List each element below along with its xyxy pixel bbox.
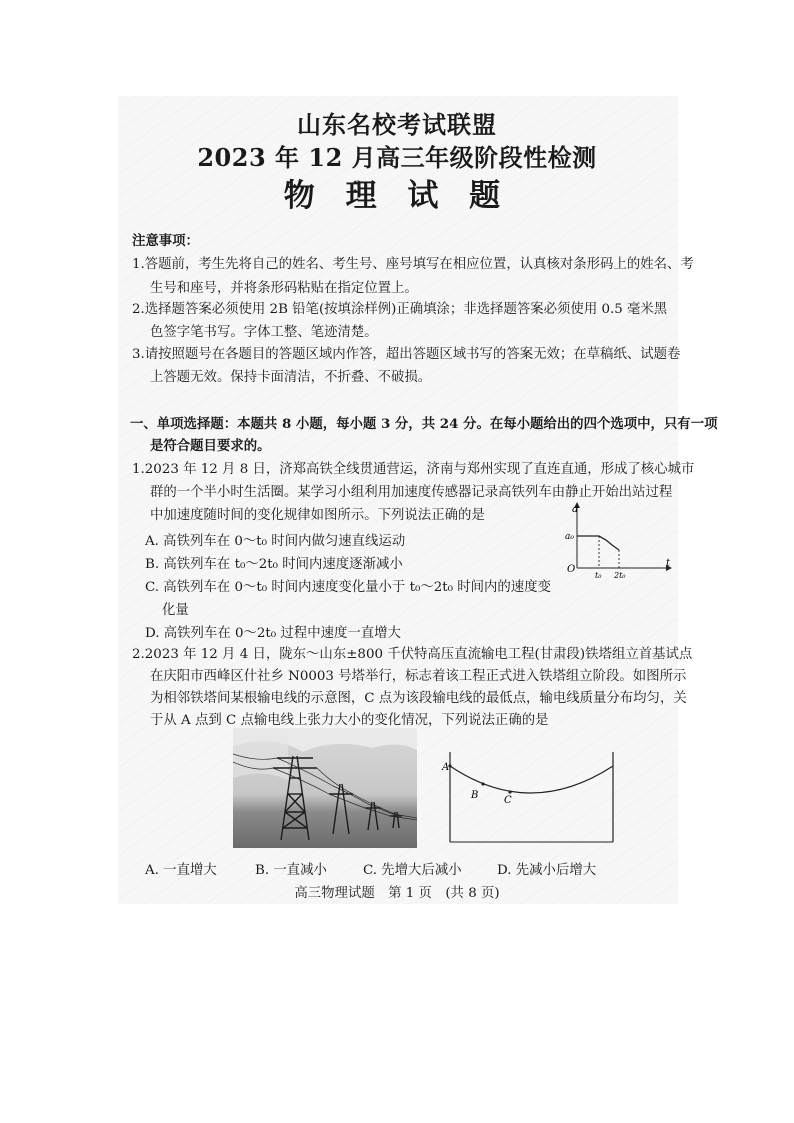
x-axis-label: t [666, 558, 671, 569]
q2-stem-line: 为相邻铁塔间某根输电线的示意图，C 点为该段输电线的最低点，输电线质量分布均匀，关 [150, 691, 687, 706]
point-c-label: C [504, 795, 512, 806]
q2-stem-line: 于从 A 点到 C 点输电线上张力大小的变化情况，下列说法正确的是 [150, 713, 549, 728]
org-title: 山东名校考试联盟 [297, 110, 497, 139]
notice-line: 生号和座号，并将条形码粘贴在指定位置上。 [150, 281, 418, 296]
q1-option-b: B. 高铁列车在 t₀～2t₀ 时间内速度逐渐减小 [145, 557, 403, 572]
power-cable-curve [450, 766, 613, 793]
point-c-dot [508, 790, 511, 793]
point-a-label: A [442, 762, 450, 773]
2t0-label: 2t₀ [614, 571, 626, 580]
section-heading: 一、单项选择题：本题共 8 小题，每小题 3 分，共 24 分。在每小题给出的四个选项中，只有一项 [130, 416, 718, 432]
q2-power-line-diagram [438, 740, 618, 850]
point-b-label: B [471, 790, 479, 801]
q2-stem-line: 在庆阳市西峰区什社乡 N0003 号塔举行，标志着该工程正式进入铁塔组立阶段。如图所示 [150, 669, 687, 684]
q1-stem-line: 1.2023 年 12 月 8 日，济郑高铁全线贯通营运，济南与郑州实现了直连直通，形成了核心城市 [132, 462, 695, 477]
page-footer: 高三物理试题 第 1 页 (共 8 页) [294, 886, 500, 901]
notice-line: 3.请按照题号在各题目的答题区域内作答，超出答题区域书写的答案无效；在草稿纸、试题卷 [132, 347, 681, 362]
origin-label: O [567, 564, 576, 575]
q2-option-b: B. 一直减小 [255, 863, 327, 878]
y-axis-label: a [572, 504, 578, 515]
q1-stem-line: 中加速度随时间的变化规律如图所示。下列说法正确的是 [150, 508, 485, 523]
t0-label: t₀ [595, 571, 602, 580]
section-heading-cont: 是符合题目要求的。 [150, 438, 271, 454]
subject-title: 物 理 试 题 [283, 178, 511, 214]
q1-option-c: C. 高铁列车在 0～t₀ 时间内速度变化量小于 t₀～2t₀ 时间内的速度变 [145, 580, 551, 595]
q1-acceleration-graph [562, 500, 672, 580]
a0-label: a₀ [565, 532, 574, 542]
notice-title: 注意事项： [132, 233, 199, 249]
q1-stem-line: 群的一个半小时生活圈。某学习小组利用加速度传感器记录高铁列车由静止开始出站过程 [150, 485, 673, 500]
power-tower-photo [233, 728, 417, 848]
q1-option-c-cont: 化量 [162, 603, 189, 618]
q2-stem-line: 2.2023 年 12 月 4 日，陇东～山东±800 千伏特高压直流输电工程(甘肃段)铁塔组立首基试点 [132, 647, 693, 662]
notice-line: 2.选择题答案必须使用 2B 铅笔(按填涂样例)正确填涂；非选择题答案必须使用 0.5 毫米黑 [132, 302, 668, 317]
notice-line: 色签字笔书写。字体工整、笔迹清楚。 [150, 325, 378, 340]
q2-option-a: A. 一直增大 [145, 863, 217, 878]
q2-option-d: D. 先减小后增大 [497, 863, 597, 878]
q2-option-c: C. 先增大后减小 [363, 863, 462, 878]
q1-option-d: D. 高铁列车在 0～2t₀ 过程中速度一直增大 [145, 626, 401, 641]
exam-title: 2023 年 12 月高三年级阶段性检测 [197, 143, 597, 172]
q1-option-a: A. 高铁列车在 0～t₀ 时间内做匀速直线运动 [145, 534, 406, 549]
notice-line: 1.答题前，考生先将自己的姓名、考生号、座号填写在相应位置，认真核对条形码上的姓名、考 [132, 257, 694, 272]
notice-line: 上答题无效。保持卡面清洁，不折叠、不破损。 [150, 370, 432, 385]
acceleration-curve [577, 536, 619, 550]
point-b-dot [481, 782, 484, 785]
